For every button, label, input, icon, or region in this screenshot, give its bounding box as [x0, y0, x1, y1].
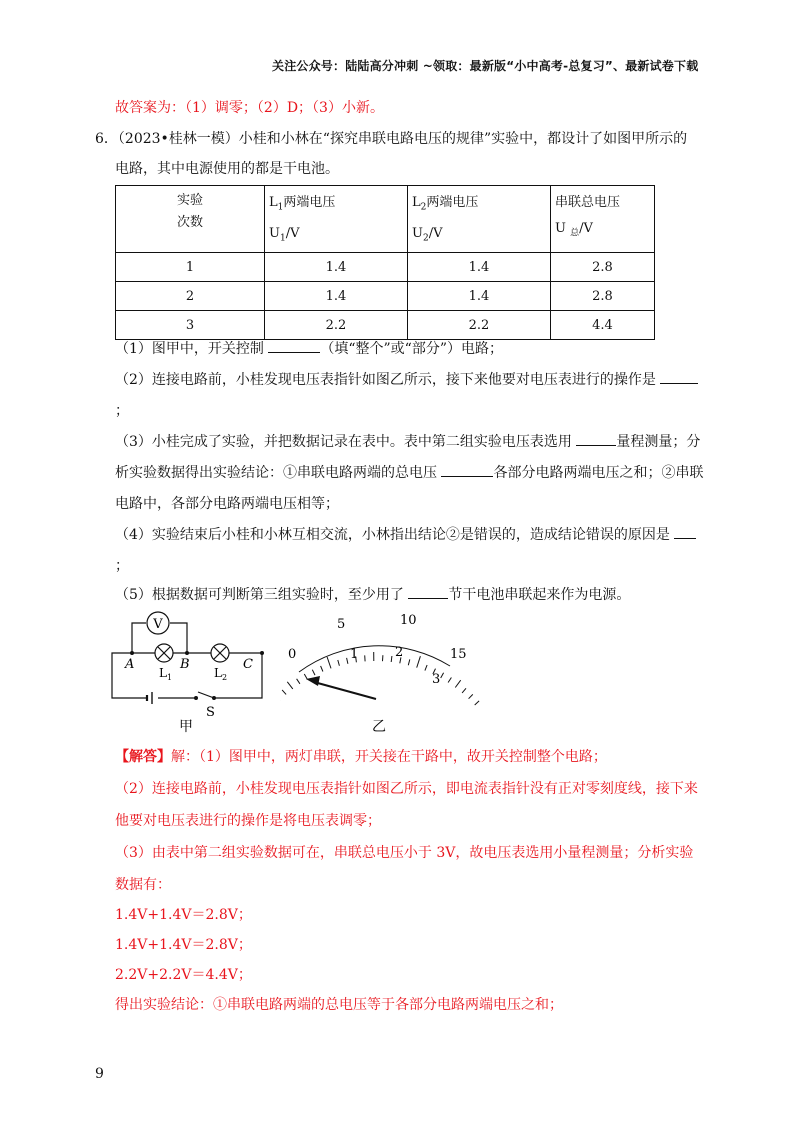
scale-label-top: 10: [400, 613, 417, 628]
h-u2-rest: /V: [428, 225, 443, 241]
answer-blank: [441, 464, 493, 477]
figure-caption-yi: 乙: [372, 719, 386, 735]
solution-line-2: （2）连接电路前，小桂发现电压表指针如图乙所示，即电流表指针没有正对零刻度线，接下来: [115, 781, 698, 797]
dial-tick: [297, 679, 300, 684]
page-header: 关注公众号：陆陆高分冲刺 ~领取：最新版“小中高考-总复习”、最新试卷下载: [272, 59, 699, 73]
h-u1-rest: /V: [285, 225, 300, 241]
sub-question-4: [115, 526, 696, 544]
q4-end: ；: [115, 558, 129, 574]
answer-blank: [576, 433, 616, 446]
dial-tick: [347, 658, 348, 664]
lamp-l1-sub: 1: [166, 673, 173, 682]
svg-text:L1: [159, 666, 172, 682]
dial-tick: [448, 678, 451, 683]
solution-line-1-text: 解：（1）图甲中，两灯串联，开关接在干路中，故开关控制整个电路；: [171, 749, 607, 765]
switch-icon: [198, 692, 214, 698]
point-a-label: A: [125, 657, 135, 672]
q1-text-b: （填“整个”或“部分”）电路；: [320, 341, 503, 357]
dial-tick: [441, 673, 444, 678]
solution-line-8: 2.2V+2.2V＝4.4V；: [115, 967, 252, 983]
solution-line-3: 他要对电压表进行的操作是将电压表调零；: [115, 813, 381, 829]
dial-tick: [304, 674, 307, 679]
h-l1-rest: 两端电压: [283, 195, 336, 210]
figure-caption-jia: 甲: [179, 719, 193, 735]
dial-tick: [321, 666, 323, 672]
table-row: [116, 282, 655, 311]
header-l2: [408, 186, 551, 253]
table-header-row: [116, 186, 655, 253]
header-trial: [116, 186, 265, 253]
scale-label-top: 15: [450, 647, 467, 662]
header-trial-line2: 次数: [176, 215, 203, 230]
switch-label: S: [206, 705, 215, 720]
cell: 1: [116, 253, 265, 282]
solution-line-7: 1.4V+1.4V＝2.8V；: [115, 937, 252, 953]
h-utotal-sub: 总: [570, 228, 580, 239]
scale-label-top: 5: [337, 617, 346, 632]
dial-tick: [327, 657, 331, 668]
q5-text-a: （5）根据数据可判断第三组实验时，至少用了: [115, 587, 409, 603]
dial-tick: [312, 670, 315, 675]
h-total-label: 串联总电压: [555, 195, 621, 210]
page-number: 9: [95, 1066, 104, 1082]
sub-question-3-line2: [115, 464, 703, 482]
q2-text-a: （2）连接电路前，小桂发现电压表指针如图乙所示，接下来他要对电压表进行的操作是: [115, 372, 661, 388]
q1-text-a: （1）图甲中，开关控制: [115, 341, 269, 357]
h-l2-rest: 两端电压: [426, 195, 479, 210]
voltmeter-dial: [280, 606, 480, 736]
h-utotal-letter: U: [555, 221, 571, 236]
dial-tick: [462, 688, 466, 693]
sub-question-2: [115, 371, 698, 389]
previous-answer: 故答案为：（1）调零；（2）D；（3）小新。: [115, 100, 384, 116]
dial-tick: [282, 690, 286, 695]
table-row: [116, 311, 655, 340]
dial-tick: [425, 665, 427, 671]
sub-question-1: [115, 340, 503, 358]
cell: 2.8: [551, 253, 655, 282]
voltmeter-label: V: [153, 617, 163, 632]
h-u2-sub: 2: [422, 233, 429, 244]
table-row: [116, 253, 655, 282]
solution-line-5: 数据有：: [115, 877, 171, 893]
header-trial-line1: 实验: [176, 193, 203, 208]
q2-end: ；: [115, 403, 129, 419]
point-c-label: C: [243, 657, 253, 672]
cell: 1.4: [265, 282, 408, 311]
scale-label-top: 0: [288, 647, 297, 662]
header-l1: [265, 186, 408, 253]
dial-tick: [287, 682, 293, 689]
dial-tick: [417, 656, 421, 667]
cell: 4.4: [551, 311, 655, 340]
cell: 1.4: [408, 253, 551, 282]
q3-text-d: 各部分电路两端电压之和；②串联: [493, 465, 704, 481]
sub-question-3: [115, 433, 700, 451]
q3-text-c: 析实验数据得出实验结论：①串联电路两端的总电压: [115, 465, 442, 481]
point-b-label: B: [180, 657, 190, 672]
cell: 1.4: [408, 282, 551, 311]
header-total: [551, 186, 655, 253]
h-l1-letter: L: [269, 195, 278, 210]
cell: 2.8: [551, 282, 655, 311]
dial-tick: [469, 694, 473, 698]
h-l2-sub: 2: [420, 202, 427, 213]
cell: 3: [116, 311, 265, 340]
sub-question-5: [115, 586, 630, 604]
solution-tag: 【解答】: [115, 749, 171, 765]
dial-tick: [475, 701, 479, 705]
dial-tick: [338, 660, 340, 666]
dial-tick: [455, 680, 460, 687]
q3-text-b: 量程测量；分: [616, 434, 701, 450]
answer-blank: [660, 371, 698, 384]
solution-line-1: [115, 748, 607, 766]
lamp-l1-label: L: [159, 666, 167, 680]
svg-text:L2: [214, 666, 227, 682]
sub-question-3-line3: 电路中，各部分电路两端电压相等；: [115, 496, 339, 512]
h-l1-sub: 1: [277, 202, 284, 213]
needle: [314, 682, 376, 699]
h-u1-sub: 1: [279, 233, 286, 244]
q3-text-a: （3）小桂完成了实验，并把数据记录在表中。表中第二组实验电压表选用: [115, 434, 577, 450]
question-text-line-1: 6．（2023•桂林一模）小桂和小林在“探究串联电路电压的规律”实验中，都设计了如图甲所示的: [95, 131, 688, 147]
cell: 1.4: [265, 253, 408, 282]
h-l2-letter: L: [412, 195, 421, 210]
answer-blank: [268, 340, 320, 353]
q5-text-b: 节干电池串联起来作为电源。: [448, 587, 631, 603]
scale-label-bottom: 2: [395, 645, 404, 660]
lamp-l2-label: L: [214, 666, 222, 680]
cell: 2.2: [265, 311, 408, 340]
scale-label-bottom: 1: [350, 647, 359, 662]
lamp-l2-sub: 2: [221, 673, 228, 682]
solution-line-6: 1.4V+1.4V＝2.8V；: [115, 907, 252, 923]
solution-line-4: （3）由表中第二组实验数据可在，串联总电压小于 3V，故电压表选用小量程测量；分析实验: [115, 845, 694, 861]
solution-line-9: 得出实验结论：①串联电路两端的总电压等于各部分电路两端电压之和；: [115, 997, 563, 1013]
data-table: [115, 185, 655, 340]
dial-tick: [408, 659, 410, 665]
scale-label-bottom: 3: [432, 672, 441, 687]
cell: 2: [116, 282, 265, 311]
h-u1-letter: U: [269, 225, 280, 241]
needle-pivot-icon: [306, 676, 320, 686]
cell: 2.2: [408, 311, 551, 340]
dial-tick: [391, 656, 392, 662]
answer-blank: [408, 586, 448, 599]
answer-blank: [674, 526, 696, 539]
question-text-line-2: 电路，其中电源使用的都是干电池。: [115, 161, 339, 177]
h-utotal-rest: /V: [579, 221, 593, 236]
q4-text-a: （4）实验结束后小桂和小林互相交流，小林指出结论②是错误的，造成结论错误的原因是: [115, 527, 675, 543]
circuit-diagram: [110, 606, 280, 736]
h-u2-letter: U: [412, 225, 423, 241]
